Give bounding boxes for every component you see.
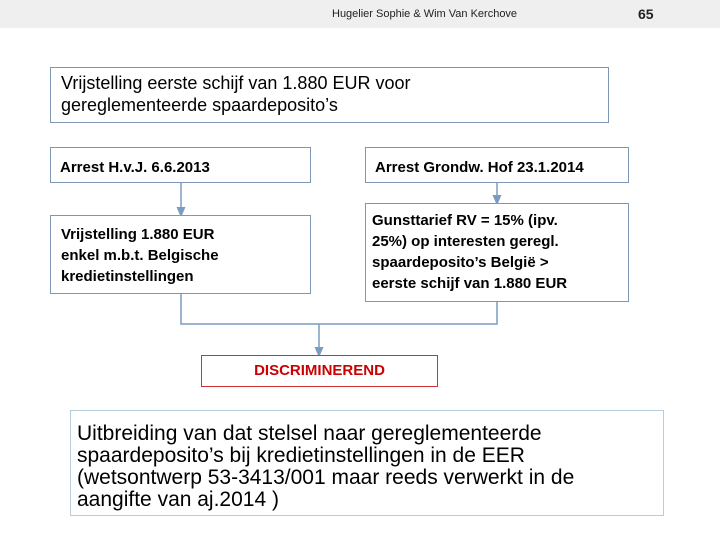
extension-note-text: Uitbreiding van dat stelsel naar gereglementeerde spaardeposito’s bij kredietinstellingen in de EER (wetsontwerp 53-3413/001 maar reeds verwerkt in de aangifte van aj.2014 ) xyxy=(77,422,575,511)
extension-note-box xyxy=(70,410,664,516)
ruling-hvj-text: Arrest H.v.J. 6.6.2013 xyxy=(60,159,210,176)
title-text: Vrijstelling eerste schijf van 1.880 EUR voor gereglementeerde spaardeposito’s xyxy=(61,73,411,115)
title-box xyxy=(50,67,609,123)
connector-right-merge xyxy=(319,302,497,324)
page-number: 65 xyxy=(638,6,654,22)
discriminerend-box xyxy=(201,355,438,387)
discriminerend-label: DISCRIMINEREND xyxy=(254,362,385,379)
preferential-rate-text: Gunsttarief RV = 15% (ipv. 25%) op interesten geregl. spaardeposito’s België > eerste schijf van 1.880 EUR xyxy=(372,212,568,292)
exemption-belgian-banks-box xyxy=(50,215,311,294)
preferential-rate-box xyxy=(365,203,629,302)
ruling-grondwettelijk-hof-box xyxy=(365,147,629,183)
exemption-belgian-banks-text: Vrijstelling 1.880 EUR enkel m.b.t. Belgische kredietinstellingen xyxy=(61,226,219,285)
ruling-hvj-box xyxy=(50,147,311,183)
ruling-grondwettelijk-hof-text: Arrest Grondw. Hof 23.1.2014 xyxy=(375,159,584,176)
header-authors: Hugelier Sophie & Wim Van Kerchove xyxy=(332,8,518,20)
connector-left-merge xyxy=(181,294,319,324)
